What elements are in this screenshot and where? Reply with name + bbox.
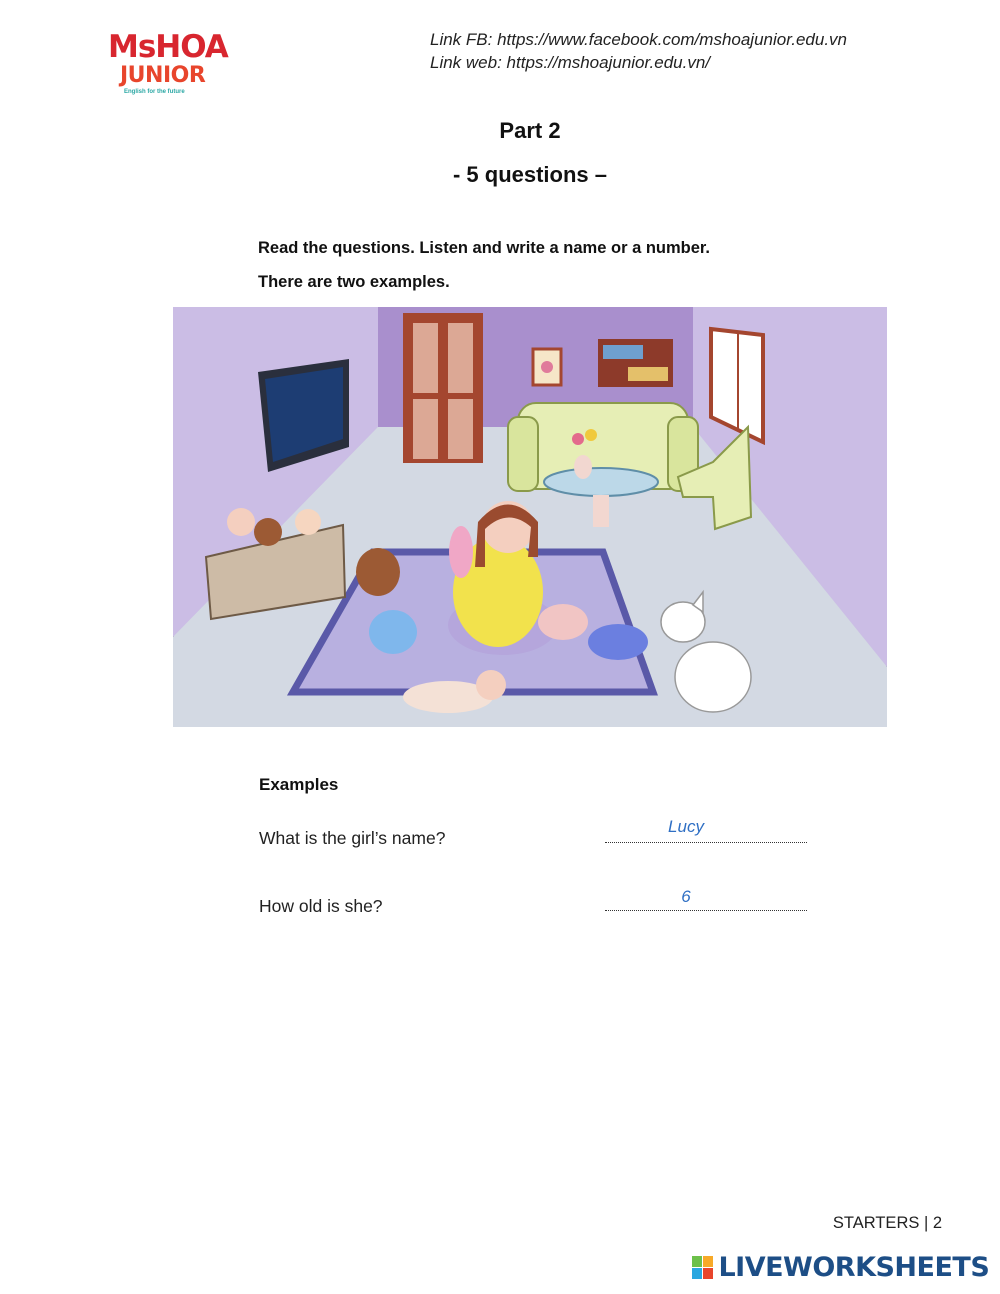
teddy-bear xyxy=(356,548,400,596)
answer-line-1 xyxy=(605,842,807,843)
logo-text-bottom: JUNIOR xyxy=(120,63,206,88)
toy-bear-head xyxy=(254,518,282,546)
sofa-arm xyxy=(508,417,538,491)
example-answer-2[interactable]: 6 xyxy=(681,887,691,906)
vase-flower xyxy=(572,433,584,445)
vase xyxy=(574,455,592,479)
books xyxy=(603,345,643,359)
logo-tagline: English for the future xyxy=(124,89,185,95)
table-leg xyxy=(593,495,609,527)
part-title: Part 2 xyxy=(499,118,561,143)
facebook-link[interactable]: Link FB: https://www.facebook.com/mshoajunior.edu.vn xyxy=(430,30,848,49)
coffee-table xyxy=(544,468,658,496)
door-panel xyxy=(448,399,473,459)
example-question-1: What is the girl’s name? xyxy=(259,828,446,848)
doll-pink xyxy=(538,604,588,640)
instruction-line-1: Read the questions. Listen and write a name or a number. xyxy=(258,239,711,257)
website-link[interactable]: Link web: https://mshoajunior.edu.vn/ xyxy=(430,53,711,72)
liveworksheets-brand xyxy=(692,1252,989,1283)
doll-blue xyxy=(369,610,417,654)
header-links xyxy=(430,28,847,74)
page-label: STARTERS | 2 xyxy=(832,1214,942,1232)
door-panel xyxy=(448,323,473,393)
instruction-line-2: There are two examples. xyxy=(258,273,450,291)
example-answer-1[interactable]: Lucy xyxy=(668,817,704,836)
liveworksheets-text: LIVEWORKSHEETS xyxy=(718,1252,990,1283)
door-panel xyxy=(413,399,438,459)
liveworksheets-icon xyxy=(692,1256,714,1280)
doll-purple xyxy=(588,624,648,660)
toy-doll-head xyxy=(227,508,255,536)
baby-doll-head xyxy=(476,670,506,700)
dog-body xyxy=(675,642,751,712)
example-question-2: How old is she? xyxy=(259,896,383,916)
answer-line-2 xyxy=(605,910,807,911)
door-panel xyxy=(413,323,438,393)
examples-heading: Examples xyxy=(259,775,339,794)
room-illustration xyxy=(173,307,887,727)
held-doll xyxy=(449,526,473,578)
vase-flower xyxy=(585,429,597,441)
question-count: - 5 questions – xyxy=(452,162,608,187)
toy-doll-head xyxy=(295,509,321,535)
picture-flower xyxy=(541,361,553,373)
brand-logo xyxy=(108,30,238,100)
books xyxy=(628,367,668,381)
logo-text-top: MsHOA xyxy=(108,29,228,65)
